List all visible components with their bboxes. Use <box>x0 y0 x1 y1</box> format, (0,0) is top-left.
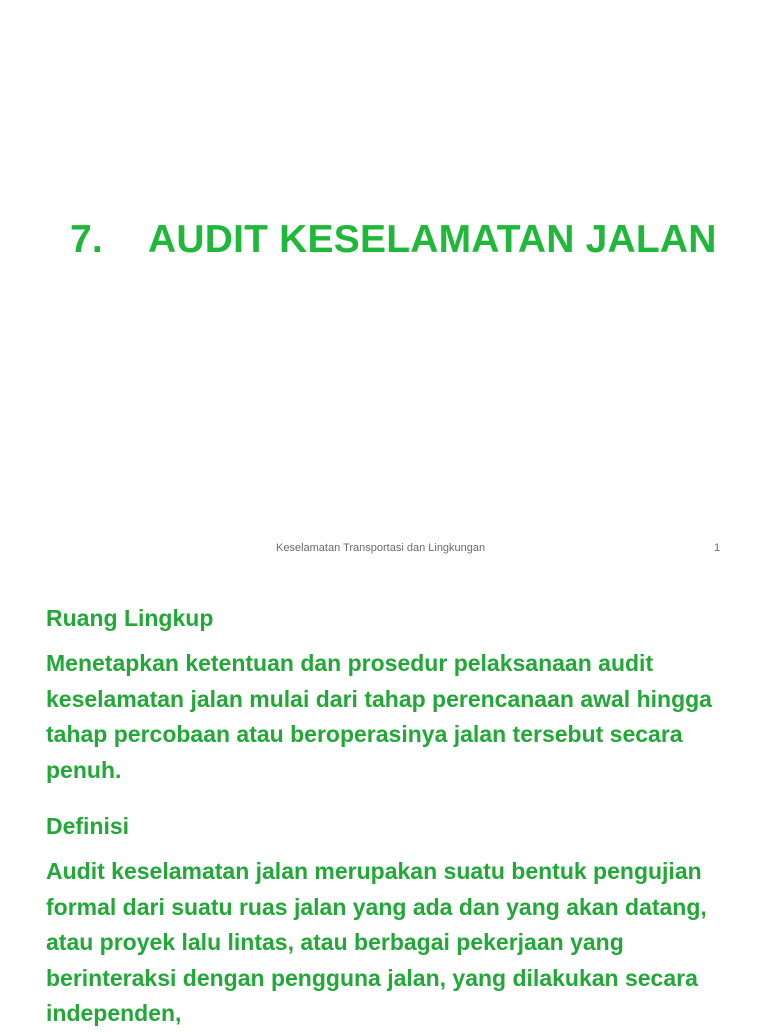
section-body-definisi: Audit keselamatan jalan merupakan suatu bentuk pengujian formal dari suatu ruas jalan yang ada dan yang akan datang, atau proyek lalu lintas, atau berbagai pekerjaan yang berinteraksi dengan pengguna jalan, yang dilakukan secara independen, <box>46 858 707 1026</box>
section-heading-ruang-lingkup: Ruang Lingkup <box>46 605 214 631</box>
title-number: 7. <box>70 218 103 261</box>
section-heading-definisi: Definisi <box>46 813 130 839</box>
slide-title <box>70 218 717 262</box>
title-text: AUDIT KESELAMATAN JALAN <box>148 218 717 261</box>
page-number: 1 <box>714 542 721 554</box>
section-body-ruang-lingkup: Menetapkan ketentuan dan prosedur pelaksanaan audit keselamatan jalan mulai dari tahap perencanaan awal hingga tahap percobaan atau beroperasinya jalan tersebut secara penuh. <box>46 650 712 783</box>
slide-footer: Keselamatan Transportasi dan Lingkungan <box>276 542 486 554</box>
